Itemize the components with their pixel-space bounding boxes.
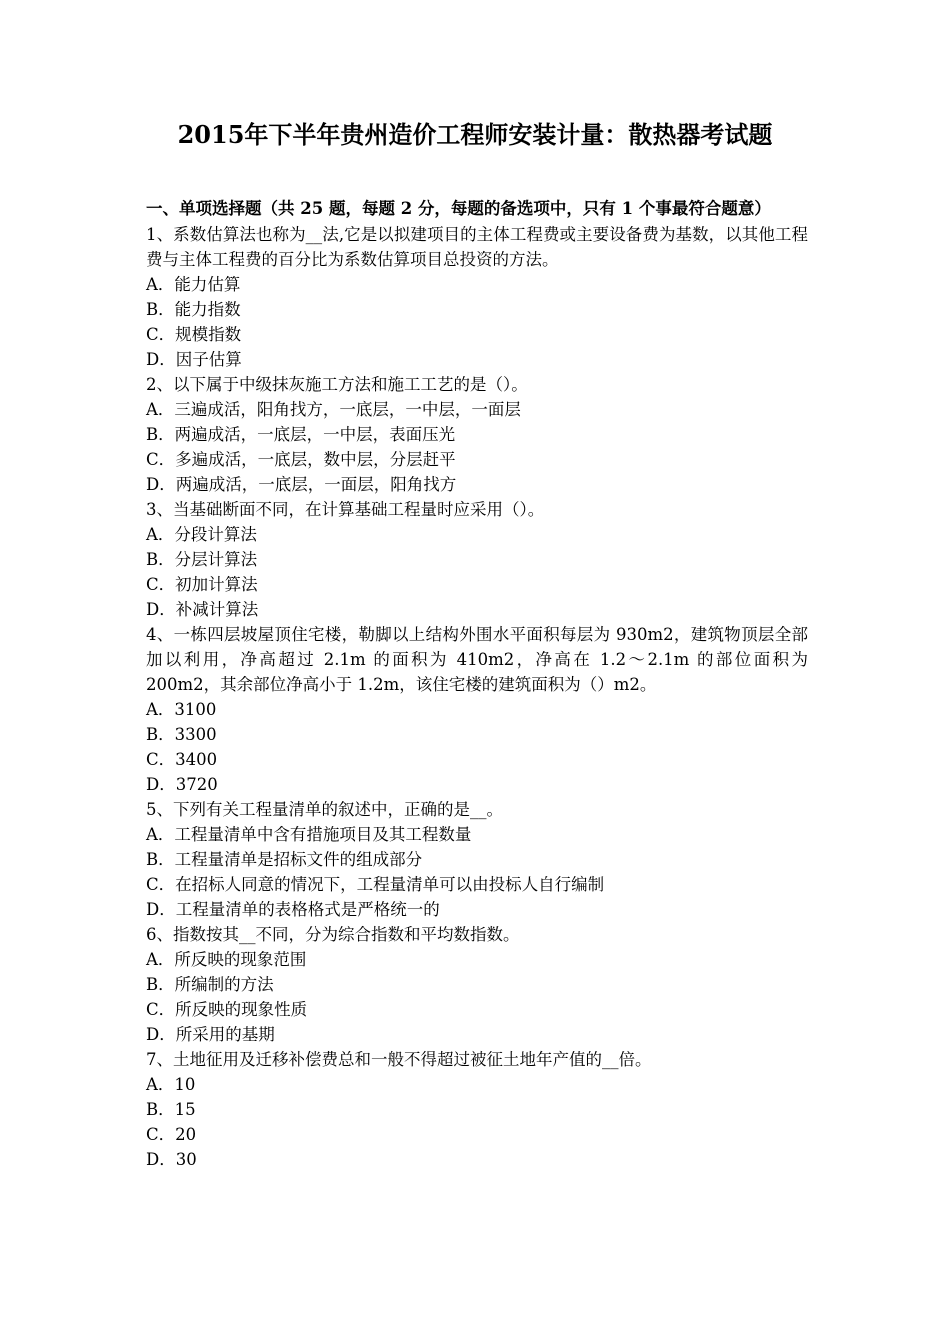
option-a: A．所反映的现象范围 xyxy=(146,949,307,969)
question-7 xyxy=(146,1047,808,1172)
question-stem: 2、以下属于中级抹灰施工方法和施工工艺的是（）。 xyxy=(146,374,528,394)
option-b: B．所编制的方法 xyxy=(146,974,274,994)
option-b: B．15 xyxy=(146,1099,196,1119)
question-stem: 3、当基础断面不同，在计算基础工程量时应采用（）。 xyxy=(146,499,545,519)
option-c: C．3400 xyxy=(146,749,218,769)
option-d: D．工程量清单的表格格式是严格统一的 xyxy=(146,899,440,919)
option-c: C．多遍成活，一底层，数中层，分层赶平 xyxy=(146,449,456,469)
option-c: C．20 xyxy=(146,1124,197,1144)
question-stem: 6、指数按其__不同，分为综合指数和平均数指数。 xyxy=(146,924,520,944)
document-body xyxy=(146,197,808,1172)
option-b: B．分层计算法 xyxy=(146,549,258,569)
question-stem: 7、土地征用及迁移补偿费总和一般不得超过被征土地年产值的__倍。 xyxy=(146,1049,652,1069)
option-a: A．能力估算 xyxy=(146,274,241,294)
option-c: C．所反映的现象性质 xyxy=(146,999,308,1019)
option-d: D．3720 xyxy=(146,774,218,794)
option-d: D．所采用的基期 xyxy=(146,1024,275,1044)
question-4 xyxy=(146,622,808,797)
option-d: D．30 xyxy=(146,1149,197,1169)
option-c: C．规模指数 xyxy=(146,324,242,344)
option-a: A．10 xyxy=(146,1074,196,1094)
question-5 xyxy=(146,797,808,922)
question-6 xyxy=(146,922,808,1047)
question-1 xyxy=(146,222,808,372)
option-a: A．3100 xyxy=(146,699,217,719)
option-c: C．在招标人同意的情况下，工程量清单可以由投标人自行编制 xyxy=(146,874,605,894)
question-3 xyxy=(146,497,808,622)
option-a: A．分段计算法 xyxy=(146,524,257,544)
option-d: D．补减计算法 xyxy=(146,599,259,619)
question-stem: 4、一栋四层坡屋顶住宅楼，勒脚以上结构外围水平面积每层为 930m2，建筑物顶层全部加以利用，净高超过 2.1m 的面积为 410m2，净高在 1.2～2.1m 的部位面积为 200m2，其余部位净高小于 1.2m，该住宅楼的建筑面积为（）m2。 xyxy=(146,624,808,694)
question-stem: 1、系数估算法也称为__法,它是以拟建项目的主体工程费或主要设备费为基数，以其他工程费与主体工程费的百分比为系数估算项目总投资的方法。 xyxy=(146,224,808,269)
question-stem: 5、下列有关工程量清单的叙述中，正确的是__。 xyxy=(146,799,503,819)
document-title: 2015年下半年贵州造价工程师安装计量：散热器考试题 xyxy=(177,120,773,149)
question-2 xyxy=(146,372,808,497)
option-b: B．3300 xyxy=(146,724,217,744)
section-heading: 一、单项选择题（共 25 题，每题 2 分，每题的备选项中，只有 1 个事最符合题意） xyxy=(146,199,771,218)
option-b: B．能力指数 xyxy=(146,299,241,319)
option-b: B．工程量清单是招标文件的组成部分 xyxy=(146,849,423,869)
option-b: B．两遍成活，一底层，一中层，表面压光 xyxy=(146,424,456,444)
option-d: D．两遍成活，一底层，一面层，阳角找方 xyxy=(146,474,457,494)
option-d: D．因子估算 xyxy=(146,349,242,369)
option-a: A．工程量清单中含有措施项目及其工程数量 xyxy=(146,824,472,844)
option-a: A．三遍成活，阳角找方，一底层，一中层，一面层 xyxy=(146,399,521,419)
option-c: C．初加计算法 xyxy=(146,574,258,594)
